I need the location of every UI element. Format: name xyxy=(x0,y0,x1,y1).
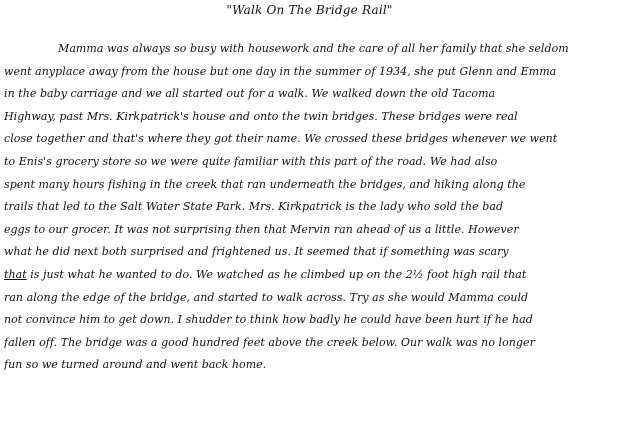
document-body xyxy=(4,38,616,377)
underlined-word: that xyxy=(4,267,27,281)
text-line: spent many hours fishing in the creek that ran underneath the bridges, and hiking along the xyxy=(4,177,526,191)
text-line: Mamma was always so busy with housework and the care of all her family that she seldom xyxy=(58,42,569,55)
text-line: eggs to our grocer. It was not surprising then that Mervin ran ahead of us a little. However xyxy=(4,222,519,236)
text-line-with-underline xyxy=(4,264,616,287)
text-line: in the baby carriage and we all started out for a walk. We walked down the old Tacoma xyxy=(4,87,496,101)
text-line: close together and that's where they got their name. We crossed these bridges whenever we went xyxy=(4,132,558,146)
text-line: went anyplace away from the house but one day in the summer of 1934, she put Glenn and Emma xyxy=(4,64,557,78)
text-line: Highway, past Mrs. Kirkpatrick's house and onto the twin bridges. These bridges were real xyxy=(4,109,518,123)
text-line: trails that led to the Salt Water State Park. Mrs. Kirkpatrick is the lady who sold the bad xyxy=(4,200,504,214)
text-line: fun so we turned around and went back home. xyxy=(4,358,267,372)
text-line: what he did next both surprised and frightened us. It seemed that if something was scary xyxy=(4,245,509,259)
text-line: not convince him to get down. I shudder to think how badly he could have been hurt if he had xyxy=(4,313,533,327)
text-line: fallen off. The bridge was a good hundred feet above the creek below. Our walk was no longer xyxy=(4,335,535,349)
text-line: to Enis's grocery store so we were quite familiar with this part of the road. We had also xyxy=(4,154,498,168)
document-title: "Walk On The Bridge Rail" xyxy=(226,3,393,17)
text-line: ran along the edge of the bridge, and started to walk across. Try as she would Mamma could xyxy=(4,290,529,304)
text-line-rest: is just what he wanted to do. We watched as he climbed up on the 2½ foot high rail that xyxy=(30,267,527,281)
